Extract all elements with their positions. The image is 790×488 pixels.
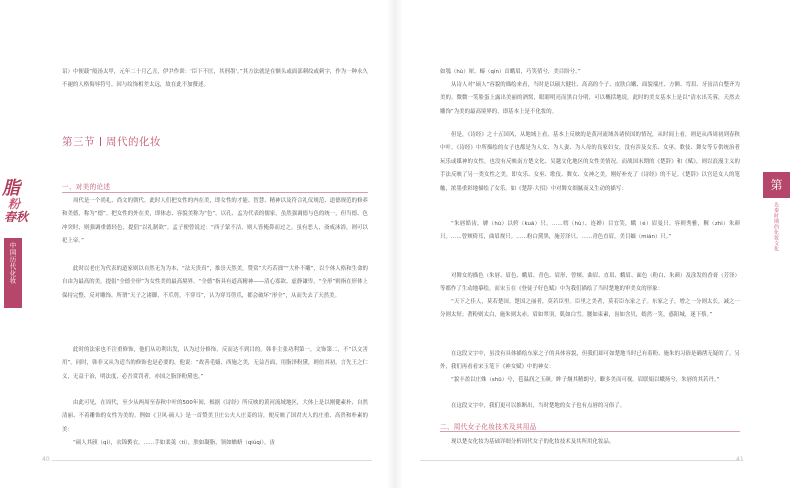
right-tab-chapter-text: 先秦时期的化妆文化 — [773, 202, 779, 252]
left-tab-text: 中国历代化妆 — [8, 242, 17, 284]
right-paragraph-2: 从诗人对“硕人”容貌的描绘来看，当时是以硕大健壮、高高的个子、皮肤白嫩、面貌端庄、方额、弯眉、牙齿洁白整齐为美的。微微一笑脸蛋上露出美丽的酒窝，眼睛明亮而黑白分明，可以概括地说，此时的美女基本上是以“清水出芙蓉，天然去雕饰”为美的最高境界的，即基本上是不化妆的。 — [440, 82, 740, 115]
section-title — [62, 134, 161, 149]
calligraphy-title — [2, 180, 28, 224]
right-paragraph-1: 如瓠（hù）犀，螓（qín）首蛾眉，巧笑倩兮，美目盼兮。” — [440, 69, 581, 75]
section-heading: 周代的化妆 — [106, 136, 161, 148]
right-subheading: 二、周代女子化妆技术及其用品 — [440, 423, 537, 431]
right-paragraph-7: 在这段文字中，虽没有具体描绘东家之子的具体容貌，但我们却可如楚地当时已有着粉、施朱的习俗是确凿无疑的了。另外，我们再看看宋玉笔下《神女赋》中的神女： — [440, 351, 740, 371]
page-gutter — [387, 0, 403, 488]
right-paragraph-3: 但是，《诗经》之十五国风，从地域上看，基本上反映的是黄河流域各诸侯国的情况，从时间上看，则是从西周初到春秋中叶。《诗经》中所描绘的女子也都是为人女、为人妻、为人母的良家妇女，没有涉及女乐、女巫、歌伎、舞女等专供统治者玩乐或媒神的女性，也没有反映南方楚文化、吴越文化地区的女性美情况。而战国末期的《楚辞》和《赋》，则以浪漫主义的手法反映了另一类女性之美，即女乐、女巫、歌伎、舞女、女神之美，刚好补充了《诗经》的不足。《楚辞》以宫廷女人的笔触，浓墨重彩地描绘了女乐。如《楚辞·大招》中对舞女细腻而又生动的描写： — [440, 132, 740, 192]
left-paragraph-2: 此时以老庄为代表的道家则以自然无为为本，“法天贵真”，推崇天然美，赞赏“大巧若拙”“大朴不雕”，以个体人格和生命的自由为最高的美。提倡“全德全形”为女性美的最高境界。“全德”指具有道高精神——清心寡欲、虚静谦卑，“全形”则指在形体上保持完整、反对雕饰。所谓“天子之诸御，不爪剪，不穿耳”，认为穿耳剪爪，都会破坏“形全”，从而失去了天然美。 — [62, 266, 368, 299]
left-tab-block — [4, 238, 22, 308]
right-paragraph-8: “貌丰盈以庄姝（shū）兮，苞温润之玉颜。眸子炯其精朗兮，瞭多美而可视。眉联娟以蛾扬兮，朱唇的其若丹。” — [451, 377, 720, 383]
right-page-number: 41 — [736, 456, 744, 463]
calligraphy-char-1: 脂 — [2, 178, 20, 199]
section-number: 第三节 — [62, 136, 95, 148]
left-paragraph-5: “硕人其颀（qí），衣锦褧衣。……手如柔荑（tí），肤如凝脂，领如蝤蛴（qiúqí），齿 — [73, 440, 275, 446]
right-paragraph-6: “天下之佳人，莫若楚国。楚国之丽者，莫若臣里。臣里之美者，莫若臣东家之子。东家之子，增之一分则太长，减之一分则太短；著粉则太白，施朱则太赤。眉如翠羽，肌如白雪。腰如束素，齿如含贝，嫣然一笑，惑阳城，迷下蔡。” — [440, 299, 740, 319]
left-paragraph-4: 由此可见，在周代，至少从两周至春秋中叶的500年间，根据《诗经》所反映的黄河流域地区，大体上是以刚健素朴、自然清丽、不着雕饰的女性为美的。例如《卫风·硕人》是一首赞美卫庄公夫人庄姜的诗，便反映了国君夫人的庄重、高贵和朴素的美： — [62, 400, 368, 433]
right-paragraph-5: 对舞女的描色（朱唇、眉色、蛾眉、青色、眉形、曾颊、曲眉、直眉、蛾眉、面色（粉白、朱颜）及涂发的香膏（芳泽）等都作了生动地摹绘。而宋玉在《登徒子好色赋》中为我们描绘了当时楚地的审美女的形象： — [440, 273, 740, 293]
calligraphy-char-2: 粉 — [8, 197, 21, 211]
left-subheading: 一、对美的论述 — [62, 183, 111, 191]
right-tab-head: 第 — [763, 172, 790, 198]
right-footer-rule — [420, 460, 740, 461]
left-top-paragraph: 诏）中便载“般汤太甲，元年二十月乙丑，伊尹作训：‘臣下不匡，其刑墨’。”其方法就是在额头或面部刺纹或刺字，作为一种永久不褪的人格侮辱符号。因与纹饰相差太远，故在此不加赘述。 — [62, 69, 368, 89]
right-side-tab — [763, 172, 790, 252]
left-paragraph-3: 此时的法家也不注重修饰，他们从功利出发，认为过分修饰，反而达不到目的。韩非主张功利第一，文饰第二，不“以文害用”。同时，韩非又从为适当的修饰也是必要的，他说：“故善毛嫱、西施之美，无益吾面，用脂泽粉黛，则倍其初。言先王之仁义，无益于治，明法度，必吾赏罚者，亦国之脂泽粉黛也。” — [62, 347, 368, 380]
right-paragraph-9: 在这段文字中，我们更可以推断出，当时楚地的女子也有点唇的习俗了。 — [451, 403, 626, 409]
section-divider — [100, 137, 101, 146]
left-footer-rule — [52, 460, 372, 461]
left-subheading-rule — [62, 192, 368, 193]
right-subheading-rule — [440, 431, 740, 432]
calligraphy-char-3: 春秋 — [4, 210, 29, 224]
right-last-paragraph: 现以楚女化妆为基础详细分析周代女子的化妆技术及其所用化妆品。 — [451, 439, 615, 445]
left-page-number: 40 — [42, 456, 50, 463]
right-paragraph-4: “朱唇皓齿，嫭（hù）以姱（kuā）只。……嫮（hù）、连婵）目宜笑，蛾（é）眉曼只。容则秀雅，穉（zhì）朱颜只。……曾颊倚耳，曲眉规只。……粉白黛黑，施芳泽只。……青色直眉，美目媔（mián）只。” — [440, 221, 740, 241]
left-paragraph-1: 周代是一个尚礼、尚文的朝代。此时人们把女性的内在美，即女性的才能、智慧、精神以及符合礼仪规范、道德规范的修养和美德，称为“德”。把女性的外在美，即体态、容貌美称为“色”。以孔、孟为代表的儒家，虽然强调德与色的统一，但当德、色冲突时，则强调重德轻色，提倡“以礼制欲”。孟子便曾说过：“西子蒙不洁，则人皆掩鼻而过之。虽有恶人，斋戒沐浴，则可以祀上帝。” — [62, 198, 368, 245]
left-side-tab — [0, 150, 30, 335]
